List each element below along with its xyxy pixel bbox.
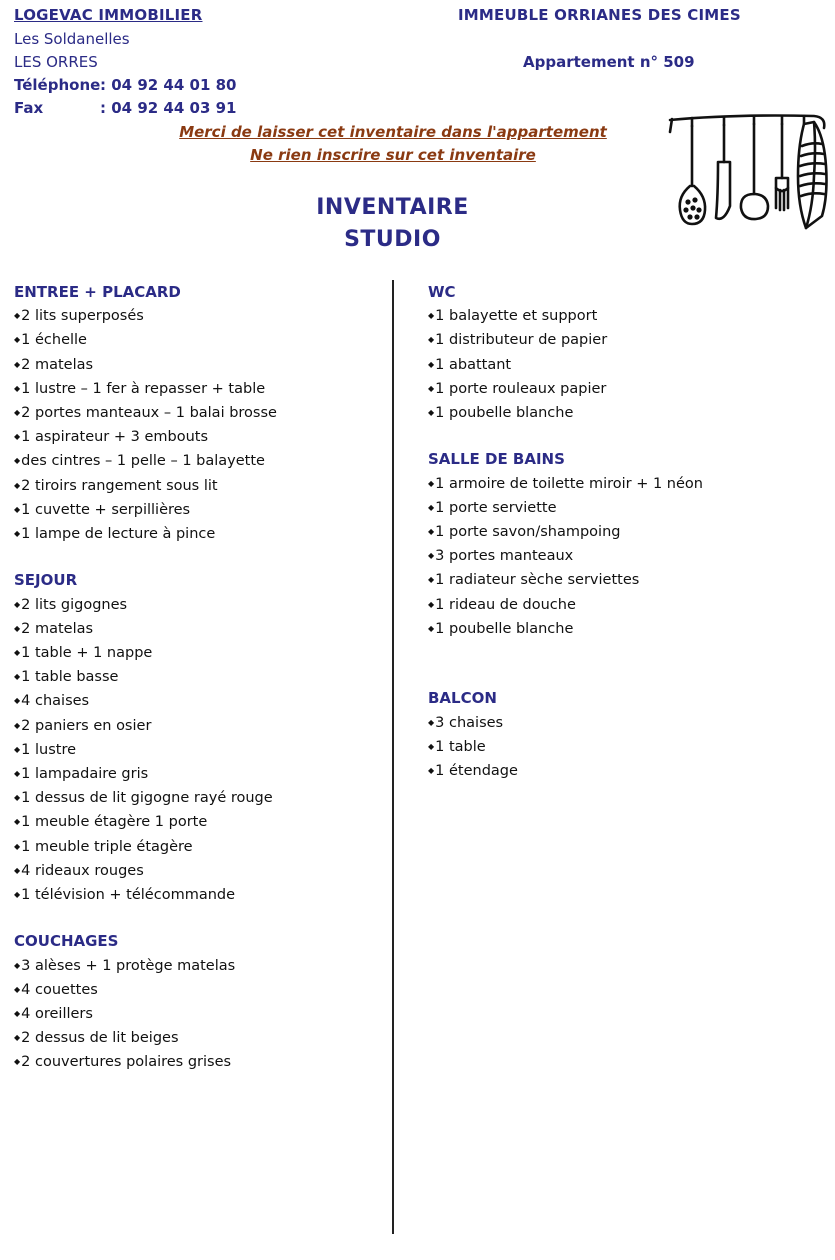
list-item: ◆ 1 balayette et support [428,304,828,328]
section-heading-balcon: BALCON [428,689,497,708]
document-subtitle: STUDIO [344,227,441,252]
list-item: ◆ 1 distributeur de papier [428,328,828,352]
list-item: ◆ des cintres – 1 pelle – 1 balayette [14,449,384,473]
list-item: ◆ 2 matelas [14,617,384,641]
list-couchages [14,954,384,1075]
fax-number: : 04 92 44 03 91 [100,99,237,117]
inventory-right-column [428,281,828,783]
list-item: ◆ 1 lampe de lecture à pince [14,522,384,546]
section-heading-wc: WC [428,283,456,301]
list-item: ◆ 3 alèses + 1 protège matelas [14,954,384,978]
list-item: ◆ 1 étendage [428,759,828,783]
list-item: ◆ 1 porte rouleaux papier [428,377,828,401]
list-item: ◆ 1 cuvette + serpillières [14,498,384,522]
list-item: ◆ 1 abattant [428,353,828,377]
list-item: ◆ 4 oreillers [14,1002,384,1026]
list-item: ◆ 1 aspirateur + 3 embouts [14,425,384,449]
section-heading-sejour: SEJOUR [14,571,78,590]
list-salle-de-bains [428,472,828,641]
agency-fax-row [14,99,236,117]
section-heading-couchages: COUCHAGES [14,932,119,951]
list-item: ◆ 2 couvertures polaires grises [14,1050,384,1074]
list-item: ◆ 4 rideaux rouges [14,859,384,883]
list-item: ◆ 2 tiroirs rangement sous lit [14,474,384,498]
section-heading-entree: ENTREE + PLACARD [14,283,181,301]
list-item: ◆ 3 chaises [428,711,828,735]
list-sejour [14,593,384,908]
section-heading-salle-de-bains: SALLE DE BAINS [428,450,565,469]
list-item: ◆ 4 couettes [14,978,384,1002]
list-item: ◆ 1 télévision + télécommande [14,883,384,907]
list-item: ◆ 3 portes manteaux [428,544,828,568]
document-title: INVENTAIRE [316,195,469,220]
list-item: ◆ 1 armoire de toilette miroir + 1 néon [428,472,828,496]
agency-phone-row [14,76,236,94]
list-entree [14,304,384,546]
column-divider [392,280,394,1234]
phone-label: Téléphone [14,76,101,94]
list-item: ◆ 1 porte serviette [428,496,828,520]
list-item: ◆ 1 meuble triple étagère [14,835,384,859]
building-name: IMMEUBLE ORRIANES DES CIMES [458,6,741,24]
notice-do-not-write: Ne rien inscrire sur cet inventaire [250,146,536,164]
list-item: ◆ 1 rideau de douche [428,593,828,617]
agency-address-line1: Les Soldanelles [14,30,130,48]
list-item: ◆ 1 porte savon/shampoing [428,520,828,544]
list-item: ◆ 1 table basse [14,665,384,689]
phone-number: : 04 92 44 01 80 [100,76,237,94]
list-item: ◆ 2 portes manteaux – 1 balai brosse [14,401,384,425]
list-wc [428,304,828,425]
list-item: ◆ 1 table [428,735,828,759]
list-item: ◆ 1 échelle [14,328,384,352]
agency-name: LOGEVAC IMMOBILIER [14,6,203,24]
list-item: ◆ 1 radiateur sèche serviettes [428,568,828,592]
list-item: ◆ 2 lits gigognes [14,593,384,617]
list-item: ◆ 2 matelas [14,353,384,377]
list-item: ◆ 2 paniers en osier [14,714,384,738]
list-balcon [428,711,828,784]
list-item: ◆ 1 lustre – 1 fer à repasser + table [14,377,384,401]
list-item: ◆ 2 lits superposés [14,304,384,328]
list-item: ◆ 1 lampadaire gris [14,762,384,786]
apartment-number: Appartement n° 509 [523,53,695,71]
fax-label: Fax [14,99,44,117]
kitchen-utensils-icon [664,106,835,232]
list-item: ◆ 1 lustre [14,738,384,762]
agency-address-line2: LES ORRES [14,53,98,71]
list-item: ◆ 1 meuble étagère 1 porte [14,810,384,834]
list-item: ◆ 1 poubelle blanche [428,617,828,641]
inventory-left-column [14,281,384,1075]
notice-leave-inventory: Merci de laisser cet inventaire dans l'appartement [179,123,607,141]
list-item: ◆ 2 dessus de lit beiges [14,1026,384,1050]
list-item: ◆ 1 dessus de lit gigogne rayé rouge [14,786,384,810]
list-item: ◆ 4 chaises [14,689,384,713]
list-item: ◆ 1 table + 1 nappe [14,641,384,665]
list-item: ◆ 1 poubelle blanche [428,401,828,425]
